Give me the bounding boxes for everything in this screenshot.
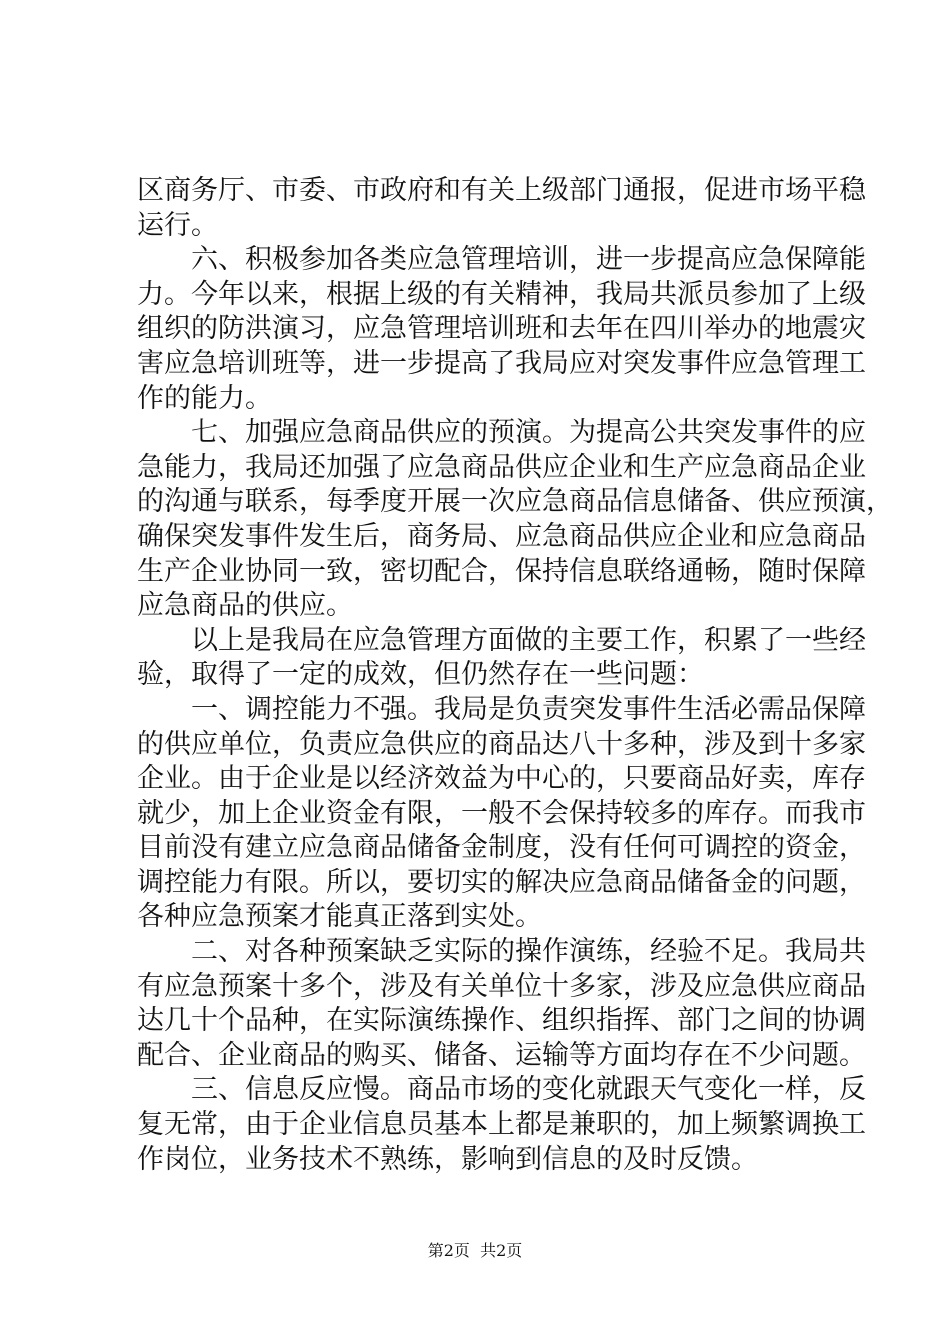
text-line: 确保突发事件发生后，商务局、应急商品供应企业和应急商品 [137,520,866,552]
page-footer [0,1240,950,1262]
text-line: 目前没有建立应急商品储备金制度，没有任何可调控的资金， [137,832,866,864]
text-line: 验，取得了一定的成效，但仍然存在一些问题： [137,659,704,691]
text-line: 作岗位，业务技术不熟练，影响到信息的及时反馈。 [137,1143,758,1175]
text-line: 企业。由于企业是以经济效益为中心的，只要商品好卖，库存 [137,763,866,795]
page-number-label: 第2页 共2页 [427,1241,523,1260]
text-line: 达几十个品种，在实际演练操作、组织指挥、部门之间的协调 [137,1005,866,1037]
text-line: 力。今年以来，根据上级的有关精神，我局共派员参加了上级 [137,278,866,310]
text-line: 的沟通与联系，每季度开展一次应急商品信息储备、供应预演， [137,486,893,518]
text-line: 一、调控能力不强。我局是负责突发事件生活必需品保障 [137,693,866,725]
text-line: 调控能力有限。所以，要切实的解决应急商品储备金的问题， [137,866,866,898]
text-line: 作的能力。 [137,382,272,414]
text-line: 各种应急预案才能真正落到实处。 [137,901,542,933]
text-line: 的供应单位，负责应急供应的商品达八十多种，涉及到十多家 [137,728,866,760]
text-line: 就少，加上企业资金有限，一般不会保持较多的库存。而我市 [137,797,866,829]
text-line: 害应急培训班等，进一步提高了我局应对突发事件应急管理工 [137,347,866,379]
document-body [137,174,893,1177]
text-line: 区商务厅、市委、市政府和有关上级部门通报，促进市场平稳 [137,175,866,206]
text-line: 三、信息反应慢。商品市场的变化就跟天气变化一样，反 [137,1074,866,1106]
text-line: 复无常，由于企业信息员基本上都是兼职的，加上频繁调换工 [137,1109,866,1141]
text-line: 二、对各种预案缺乏实际的操作演练，经验不足。我局共 [137,936,866,968]
text-line: 生产企业协同一致，密切配合，保持信息联络通畅，随时保障 [137,555,866,587]
text-line: 六、积极参加各类应急管理培训，进一步提高应急保障能 [137,244,866,276]
text-line: 以上是我局在应急管理方面做的主要工作，积累了一些经 [137,624,866,656]
text-line: 七、加强应急商品供应的预演。为提高公共突发事件的应 [137,417,866,449]
text-line: 急能力，我局还加强了应急商品供应企业和生产应急商品企业 [137,451,866,483]
text-line: 有应急预案十多个，涉及有关单位十多家，涉及应急供应商品 [137,970,866,1002]
text-line: 组织的防洪演习，应急管理培训班和去年在四川举办的地震灾 [137,313,866,345]
text-line: 应急商品的供应。 [137,590,353,622]
text-line: 运行。 [137,209,218,241]
text-line: 配合、企业商品的购买、储备、运输等方面均存在不少问题。 [137,1039,866,1071]
